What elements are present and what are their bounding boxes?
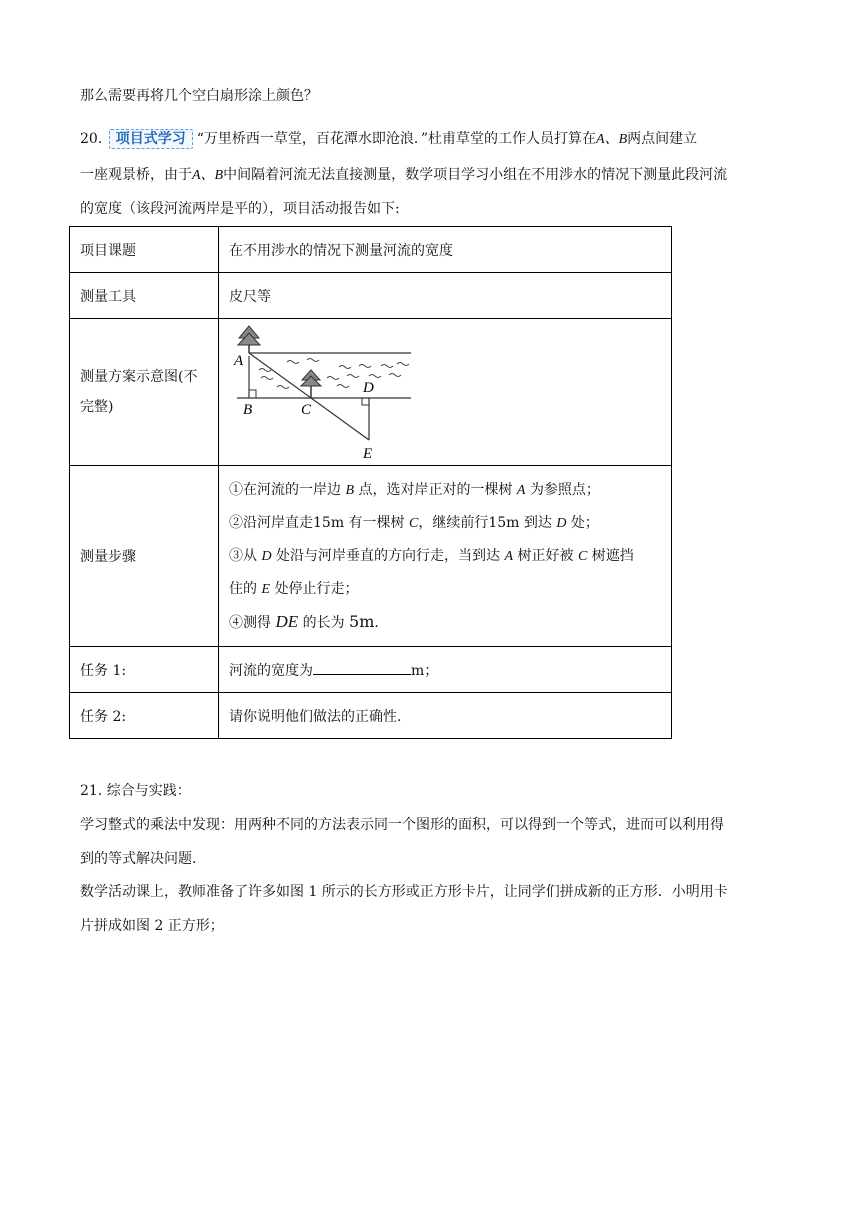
task1-label: 任务 1: (70, 647, 219, 693)
step-1: ①在河流的一岸边 B 点，选对岸正对的一棵树 A 为参照点； (229, 481, 600, 498)
water-waves (259, 358, 409, 388)
intro-line: 那么需要再将几个空白扇形涂上颜色？ (80, 88, 318, 104)
point-label-E: E (363, 445, 373, 462)
project-report-table (69, 226, 672, 739)
tools-label: 测量工具 (70, 273, 219, 319)
q20-line-2: 一座观景桥，由于A、B中间隔着河流无法直接测量，数学项目学习小组在不用涉水的情况下测量此段河流 (80, 167, 728, 183)
task2-label: 任务 2: (70, 693, 219, 739)
table-row (70, 693, 672, 739)
topic-value: 在不用涉水的情况下测量河流的宽度 (219, 227, 672, 273)
answer-blank[interactable] (313, 660, 411, 675)
step-3: ③从 D 处沿与河岸垂直的方向行走，当到达 A 树正好被 C 树遮挡 (229, 547, 634, 564)
step-3-cont: 住的 E 处停止行走； (229, 580, 359, 597)
table-row (70, 273, 672, 319)
q21-title: 21. 综合与实践： (80, 783, 191, 799)
project-learning-badge: 项目式学习 (109, 129, 193, 149)
step-2: ②沿河岸直走15m 有一棵树 C，继续前行15m 到达 D 处； (229, 514, 599, 531)
task2-value: 请你说明他们做法的正确性. (219, 693, 672, 739)
point-label-D: D (363, 379, 374, 396)
point-label-C: C (301, 401, 312, 418)
q21-p1-line2: 到的等式解决问题. (80, 851, 197, 867)
q20-line-1: 20. 项目式学习 “万里桥西一草堂，百花潭水即沧浪．”杜甫草堂的工作人员打算在A、B两点间建立 (80, 131, 698, 147)
table-row (70, 227, 672, 273)
q21-p2-line1: 数学活动课上，教师准备了许多如图 1 所示的长方形或正方形卡片，让同学们拼成新的正方形．小明用卡 (80, 884, 728, 900)
tree-C-icon (301, 370, 321, 398)
step-4: ④测得 DE 的长为 5m. (229, 611, 379, 631)
tools-value: 皮尺等 (219, 273, 672, 319)
q20-number: 20. (80, 131, 103, 147)
river-measurement-diagram (219, 320, 419, 465)
q20-line-3: 的宽度（该段河流两岸是平的），项目活动报告如下: (80, 201, 400, 217)
table-row (70, 466, 672, 647)
q21-p1-line1: 学习整式的乘法中发现：用两种不同的方法表示同一个图形的面积，可以得到一个等式，进而可以利用得 (80, 817, 724, 833)
right-angle-B (249, 390, 256, 398)
diagram-label: 测量方案示意图(不 完整) (70, 319, 219, 466)
diagram-cell (219, 319, 672, 466)
steps-label: 测量步骤 (70, 466, 219, 647)
point-label-B: B (243, 401, 253, 418)
line-AE (249, 353, 369, 440)
table-row (70, 319, 672, 466)
q21-p2-line2: 片拼成如图 2 正方形； (80, 918, 224, 934)
steps-cell (219, 466, 672, 647)
topic-label: 项目课题 (70, 227, 219, 273)
point-label-A: A (234, 352, 244, 369)
tree-A-icon (238, 326, 260, 353)
right-angle-D (362, 398, 369, 405)
task1-value: 河流的宽度为 m； (219, 647, 672, 693)
table-row (70, 647, 672, 693)
